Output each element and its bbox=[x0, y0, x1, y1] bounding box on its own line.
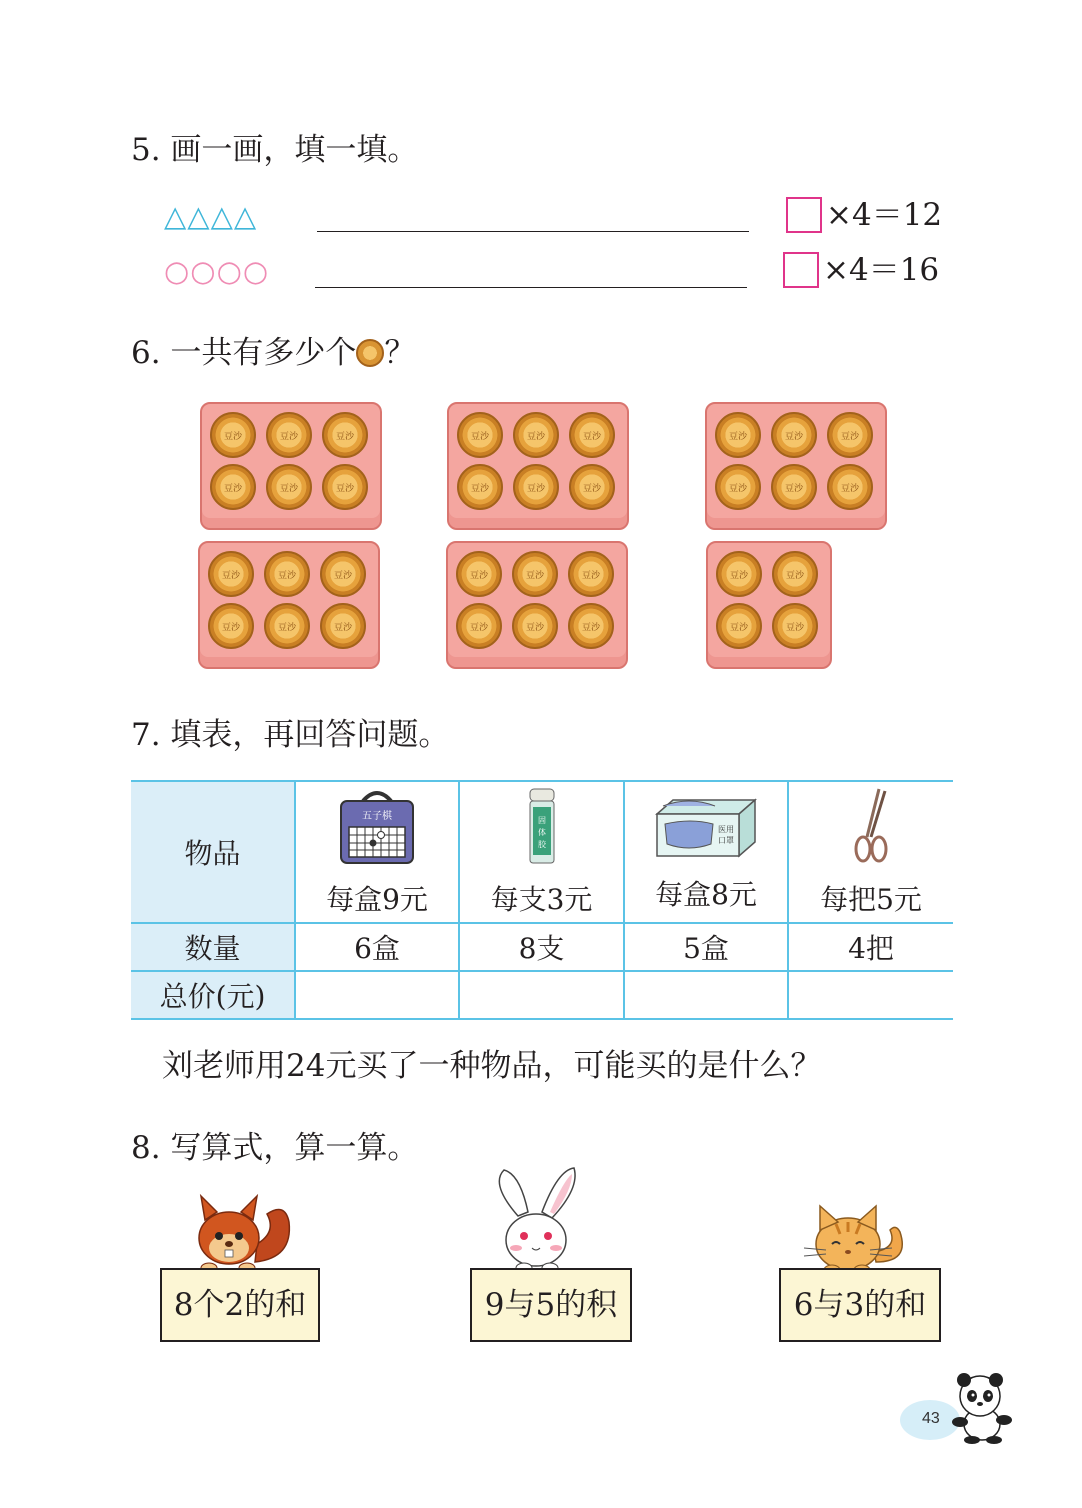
mooncake bbox=[716, 603, 762, 649]
answer-box-1[interactable] bbox=[786, 197, 822, 233]
mooncake-label: 豆沙 bbox=[840, 431, 859, 442]
mooncake bbox=[320, 603, 366, 649]
glue-stick-label-3: 胶 bbox=[537, 839, 546, 849]
mooncake-label: 豆沙 bbox=[335, 431, 354, 442]
mooncake-label: 豆沙 bbox=[333, 570, 352, 581]
mooncake bbox=[771, 412, 817, 458]
mooncake-label: 豆沙 bbox=[469, 622, 488, 633]
mooncake-label: 豆沙 bbox=[279, 483, 298, 494]
mooncake-tray bbox=[706, 541, 832, 669]
mask-label-2: 口罩 bbox=[718, 835, 734, 845]
mooncake bbox=[772, 551, 818, 597]
mooncake-tray bbox=[200, 402, 382, 530]
mooncake bbox=[457, 464, 503, 510]
table-row-total bbox=[131, 971, 953, 1019]
answer-box-sum-6and3[interactable]: 6与3的和 bbox=[779, 1268, 941, 1342]
item-cell-go bbox=[295, 781, 459, 923]
rabbit-icon bbox=[488, 1164, 584, 1274]
equation-2: ×4＝16 bbox=[823, 252, 940, 288]
mooncake bbox=[266, 412, 312, 458]
mooncake-label: 豆沙 bbox=[581, 570, 600, 581]
mooncake-label: 豆沙 bbox=[279, 431, 298, 442]
mooncake bbox=[568, 603, 614, 649]
total-scissors[interactable] bbox=[788, 971, 953, 1019]
mooncake-label: 豆沙 bbox=[582, 483, 601, 494]
mask-box-icon bbox=[651, 792, 761, 862]
mask-label-1: 医用 bbox=[718, 824, 734, 834]
answer-line-1[interactable] bbox=[317, 231, 749, 232]
equation-1: ×4＝12 bbox=[826, 197, 943, 233]
mooncake-label: 豆沙 bbox=[221, 622, 240, 633]
mooncake bbox=[208, 603, 254, 649]
price-go: 每盒9元 bbox=[326, 882, 428, 916]
circle-row: ○○○○ bbox=[164, 254, 270, 288]
mooncake-label: 豆沙 bbox=[840, 483, 859, 494]
mooncake bbox=[513, 412, 559, 458]
row-header-total: 总价(元) bbox=[131, 971, 295, 1019]
answer-box-sum-8x2[interactable]: 8个2的和 bbox=[160, 1268, 320, 1342]
mooncake-label: 豆沙 bbox=[526, 431, 545, 442]
mooncake bbox=[772, 603, 818, 649]
mooncake-label: 豆沙 bbox=[525, 622, 544, 633]
mooncake bbox=[322, 464, 368, 510]
mooncake bbox=[827, 412, 873, 458]
row-header-item: 物品 bbox=[131, 781, 295, 923]
mooncake-icon bbox=[356, 339, 384, 367]
scissors-icon bbox=[849, 787, 893, 867]
mooncake bbox=[715, 464, 761, 510]
mooncake-tray bbox=[705, 402, 887, 530]
q6-title-text: 6. 一共有多少个 bbox=[131, 335, 357, 371]
mooncake-label: 豆沙 bbox=[333, 622, 352, 633]
mooncake bbox=[322, 412, 368, 458]
mooncake bbox=[456, 551, 502, 597]
price-table bbox=[131, 780, 953, 1020]
mooncake-label: 豆沙 bbox=[582, 431, 601, 442]
glue-stick-label-2: 体 bbox=[537, 827, 546, 837]
mooncake-label: 豆沙 bbox=[470, 483, 489, 494]
table-row-items bbox=[131, 781, 953, 923]
q6-title-mark: ？ bbox=[384, 335, 416, 371]
mooncake-label: 豆沙 bbox=[277, 622, 296, 633]
item-cell-mask bbox=[624, 781, 788, 923]
mooncake bbox=[264, 603, 310, 649]
squirrel-icon bbox=[185, 1192, 295, 1274]
go-board-icon bbox=[335, 787, 419, 867]
glue-stick-label: 固 bbox=[537, 815, 546, 825]
mooncake-label: 豆沙 bbox=[581, 622, 600, 633]
mooncake bbox=[716, 551, 762, 597]
mooncake bbox=[457, 412, 503, 458]
item-cell-scissors bbox=[788, 781, 953, 923]
item-cell-glue bbox=[459, 781, 624, 923]
mooncake bbox=[513, 464, 559, 510]
panda-icon bbox=[948, 1372, 1012, 1444]
mooncake bbox=[210, 412, 256, 458]
answer-line-2[interactable] bbox=[315, 287, 747, 288]
cat-icon bbox=[800, 1202, 910, 1276]
mooncake-label: 豆沙 bbox=[729, 570, 748, 581]
qty-glue: 8支 bbox=[459, 923, 624, 971]
mooncake bbox=[210, 464, 256, 510]
mooncake-label: 豆沙 bbox=[784, 431, 803, 442]
answer-box-2[interactable] bbox=[783, 252, 819, 288]
mooncake-label: 豆沙 bbox=[728, 483, 747, 494]
triangle-row: △△△△ bbox=[164, 199, 258, 233]
q7-question: 刘老师用24元买了一种物品，可能买的是什么？ bbox=[162, 1048, 822, 1084]
mooncake-tray bbox=[447, 402, 629, 530]
total-go[interactable] bbox=[295, 971, 459, 1019]
mooncake bbox=[320, 551, 366, 597]
row-header-qty: 数量 bbox=[131, 923, 295, 971]
go-board-label: 五子棋 bbox=[362, 810, 392, 822]
mooncake bbox=[715, 412, 761, 458]
mooncake-label: 豆沙 bbox=[728, 431, 747, 442]
price-scissors: 每把5元 bbox=[820, 882, 922, 916]
mooncake-label: 豆沙 bbox=[335, 483, 354, 494]
table-row-qty bbox=[131, 923, 953, 971]
qty-go: 6盒 bbox=[295, 923, 459, 971]
total-mask[interactable] bbox=[624, 971, 788, 1019]
mooncake bbox=[568, 551, 614, 597]
mooncake bbox=[771, 464, 817, 510]
price-glue: 每支3元 bbox=[490, 882, 593, 916]
mooncake-label: 豆沙 bbox=[785, 622, 804, 633]
glue-stick-icon bbox=[522, 787, 562, 867]
mooncake bbox=[827, 464, 873, 510]
qty-mask: 5盒 bbox=[624, 923, 788, 971]
mooncake-label: 豆沙 bbox=[221, 570, 240, 581]
mooncake-label: 豆沙 bbox=[526, 483, 545, 494]
q6-title bbox=[131, 333, 415, 373]
mooncake-label: 豆沙 bbox=[729, 622, 748, 633]
mooncake-label: 豆沙 bbox=[223, 483, 242, 494]
answer-box-product-9x5[interactable]: 9与5的积 bbox=[470, 1268, 632, 1342]
mooncake-label: 豆沙 bbox=[223, 431, 242, 442]
price-mask: 每盒8元 bbox=[655, 877, 757, 911]
mooncake bbox=[208, 551, 254, 597]
mooncake bbox=[456, 603, 502, 649]
mooncake bbox=[569, 412, 615, 458]
mooncake bbox=[512, 551, 558, 597]
q7-title: 7. 填表，再回答问题。 bbox=[131, 717, 450, 753]
mooncake-tray bbox=[446, 541, 628, 669]
mooncake-label: 豆沙 bbox=[784, 483, 803, 494]
mooncake-tray bbox=[198, 541, 380, 669]
mooncake-label: 豆沙 bbox=[469, 570, 488, 581]
mooncake bbox=[264, 551, 310, 597]
qty-scissors: 4把 bbox=[788, 923, 953, 971]
mooncake bbox=[512, 603, 558, 649]
q8-title: 8. 写算式，算一算。 bbox=[131, 1130, 419, 1166]
mooncake-label: 豆沙 bbox=[785, 570, 804, 581]
mooncake bbox=[569, 464, 615, 510]
mooncake-label: 豆沙 bbox=[525, 570, 544, 581]
page-number: 43 bbox=[922, 1410, 940, 1427]
total-glue[interactable] bbox=[459, 971, 624, 1019]
mooncake-label: 豆沙 bbox=[470, 431, 489, 442]
mooncake bbox=[266, 464, 312, 510]
mooncake-label: 豆沙 bbox=[277, 570, 296, 581]
q5-title: 5. 画一画，填一填。 bbox=[131, 132, 419, 168]
